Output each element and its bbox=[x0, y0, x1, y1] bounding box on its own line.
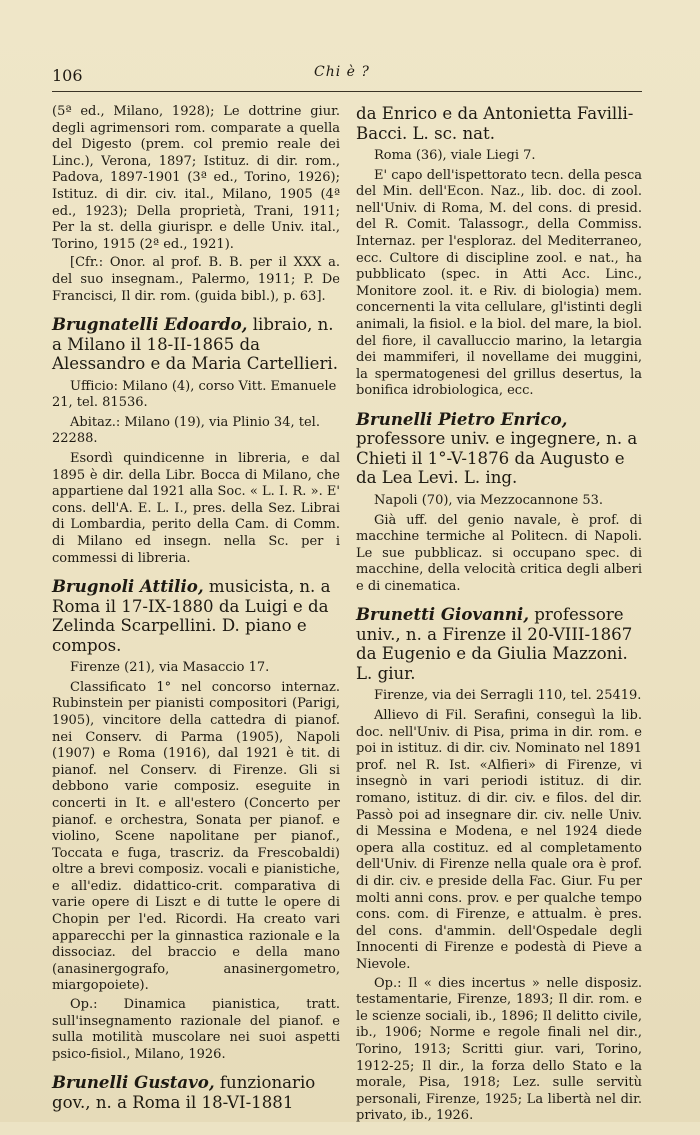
entry-brugnoli bbox=[52, 577, 340, 1063]
entry-brunelli-pietro bbox=[356, 410, 642, 596]
right-column bbox=[356, 104, 642, 1135]
entry-intro: funzionario gov., n. a Roma il 18-VI-1881 bbox=[52, 1073, 316, 1112]
entry-intro: professore univ., n. a Firenze il 20-VIII-1867 da Eugenio e da Giulia Mazzoni. L. giur. bbox=[356, 605, 633, 683]
continuation-cfr: [Cfr.: Onor. al prof. B. B. per il XXX a. del suo insegnam., Palermo, 1911; P. De Francisci, Il dir. rom. (guida bibl.), p. 63]. bbox=[52, 255, 340, 304]
entry-brunetti bbox=[356, 605, 642, 1124]
entry-body: Allievo di Fil. Serafini, conseguì la lib. doc. nell'Univ. di Pisa, prima in dir. rom. e poi in istituz. di dir. civ. Nominato nel 1891 prof. nel R. Ist. «Alfieri» di Firenze, vi insegnò in vari periodi istituz. di dir. romano, istituz. di dir. civ. e filos. del dir. Passò poi ad insegnare dir. civ. nelle Univ. di Messina e Modena, e nel 1924 diede opera alla costituz. ed al completamento dell'Univ. di Firenze nella quale ora è prof. di dir. civ. e preside della Fac. Giur. Fu per molti anni cons. prov. e per qualche tempo cons. com. di Firenze, e attualm. è pres. del cons. d'ammin. dell'Ospedale degli Innocenti di Firenze e podestà di Pieve a Nievole. bbox=[356, 708, 642, 972]
entry-brunelli-gustavo-cont bbox=[356, 104, 642, 400]
entry-works: Op.: Dinamica pianistica, tratt. sull'insegnamento razionale del pianof. e sulla motilità muscolare nei suoi aspetti psico-fisiol., Milano, 1926. bbox=[52, 997, 340, 1062]
entry-name: Brugnatelli Edoardo, bbox=[52, 314, 248, 335]
entry-heading bbox=[356, 410, 642, 488]
entry-name: Brugnoli Attilio, bbox=[52, 576, 204, 597]
entry-heading bbox=[52, 315, 340, 374]
entry-intro: libraio, n. a Milano il 18-II-1865 da Alessandro e da Maria Cartellieri. bbox=[52, 315, 338, 374]
entry-name: Brunelli Gustavo, bbox=[52, 1072, 215, 1093]
left-column bbox=[52, 104, 340, 1122]
entry-name: Brunetti Giovanni, bbox=[356, 604, 530, 625]
entry-body: Esordì quindicenne in libreria, e dal 1895 è dir. della Libr. Bocca di Milano, che appartiene dal 1921 alla Soc. « L. I. R. ». E' cons. dell'A. E. L. I., pres. della Sez. Librai di Lombardia, perito della Cam. di Comm. di Milano ed insegn. nella Sc. per i commessi di libreria. bbox=[52, 451, 340, 566]
continuation-text: (5ª ed., Milano, 1928); Le dottrine giur. degli agrimensori rom. comparate a quella del Digesto (prem. col premio reale dei Linc.), Verona, 1897; Istituz. di dir. rom., Padova, 1897-1901 (3ª ed., Torino, 1926); Istituz. di dir. civ. ital., Milano, 1905 (4ª ed., 1923); Della proprietà, Trani, 1911; Per la st. della giurispr. e delle Univ. ital., Torino, 1915 (2ª ed., 1921). bbox=[52, 104, 340, 252]
entry-office-address: Ufficio: Milano (4), corso Vitt. Emanuele 21, tel. 81536. bbox=[52, 378, 337, 411]
entry-intro: professore univ. e ingegnere, n. a Chieti il 1°-V-1876 da Augusto e da Lea Levi. L. ing. bbox=[356, 429, 638, 488]
header-rule bbox=[52, 91, 642, 92]
entry-brugnatelli bbox=[52, 315, 340, 567]
entry-intro: musicista, n. a Roma il 17-IX-1880 da Luigi e da Zelinda Scarpellini. D. piano e compos. bbox=[52, 577, 331, 655]
entry-address: Firenze, via dei Serragli 110, tel. 25419. bbox=[374, 688, 642, 704]
running-head: Chi è ? bbox=[314, 64, 370, 80]
entry-address: Firenze (21), via Masaccio 17. bbox=[70, 660, 270, 676]
entry-address: Napoli (70), via Mezzocannone 53. bbox=[374, 492, 604, 508]
entry-brunelli-gustavo bbox=[52, 1073, 340, 1112]
entry-home-address: Abitaz.: Milano (19), via Plinio 34, tel. 22288. bbox=[52, 414, 320, 447]
entry-body: E' capo dell'ispettorato tecn. della pesca del Min. dell'Econ. Naz., lib. doc. di zool. nell'Univ. di Roma, M. del cons. di presid. del R. Comit. Talassogr., della Commiss. Internaz. per l'esploraz. del Mediterraneo, ecc. Cultore di discipline zool. e nat., ha pubblicato (spec. in Atti Acc. Linc., Monitore zool. it. e Riv. di biologia) mem. concernenti la vita cellulare, gl'istinti degli animali, la fisiol. e la biol. del mare, la biol. del fiore, il cavalluccio marino, la letargia dei mammiferi, il novellame dei muggini, la spermatogenesi del grillus desertus, la bonifica idrobiologica, ecc. bbox=[356, 167, 642, 399]
entry-continuation bbox=[52, 104, 340, 305]
entry-works: Op.: Il « dies incertus » nelle disposiz. testamentarie, Firenze, 1893; Il dir. rom. e le scienze sociali, ib., 1896; Il delitto civile, ib., 1906; Norme e regole finali nel dir., Torino, 1913; Scritti giur. vari, Torino, 1912-25; Il dir., la forza dello Stato e la morale, Pisa, 1918; Lez. sulle servitù personali, Firenze, 1925; La libertà nel dir. privato, ib., 1926. bbox=[356, 975, 642, 1124]
entry-body: Classificato 1° nel concorso internaz. Rubinstein per pianisti compositori (Parigi, 1905), vincitore della cattedra di pianof. nei Conserv. di Parma (1905), Napoli (1907) e Roma (1916), dal 1921 è tit. di pianof. nel Conserv. di Firenze. Gli si debbono varie composiz. eseguite in concerti in It. e all'estero (Concerto per pianof. e orchestra, Sonata per pianof. e violino, Scene napolitane per pianof., Toccata e fuga, trascriz. da Frescobaldi) oltre a brevi composiz. vocali e pianistiche, e all'ediz. didattico-crit. comparativa di varie opere di Liszt e di tutte le opere di Chopin per l'ed. Ricordi. Ha creato vari apparecchi per la ginnastica razionale e la dissociaz. del braccio e della mano (anasinergografo, anasinergometro, miargopoiete). bbox=[52, 679, 340, 994]
entry-name: Brunelli Pietro Enrico, bbox=[356, 408, 568, 429]
entry-heading bbox=[52, 1073, 340, 1112]
entry-address: Roma (36), viale Liegi 7. bbox=[374, 148, 536, 163]
continuation-heading: da Enrico e da Antonietta Favilli-Bacci. L. sc. nat. bbox=[356, 104, 634, 143]
entry-heading bbox=[52, 577, 340, 655]
entry-heading bbox=[356, 605, 642, 683]
page-header bbox=[52, 64, 642, 86]
entry-body: Già uff. del genio navale, è prof. di macchine termiche al Politecn. di Napoli. Le sue pubblicaz. si occupano spec. di macchine, della velocità critica degli alberi e di cinematica. bbox=[356, 512, 642, 594]
page-number: 106 bbox=[52, 66, 83, 85]
